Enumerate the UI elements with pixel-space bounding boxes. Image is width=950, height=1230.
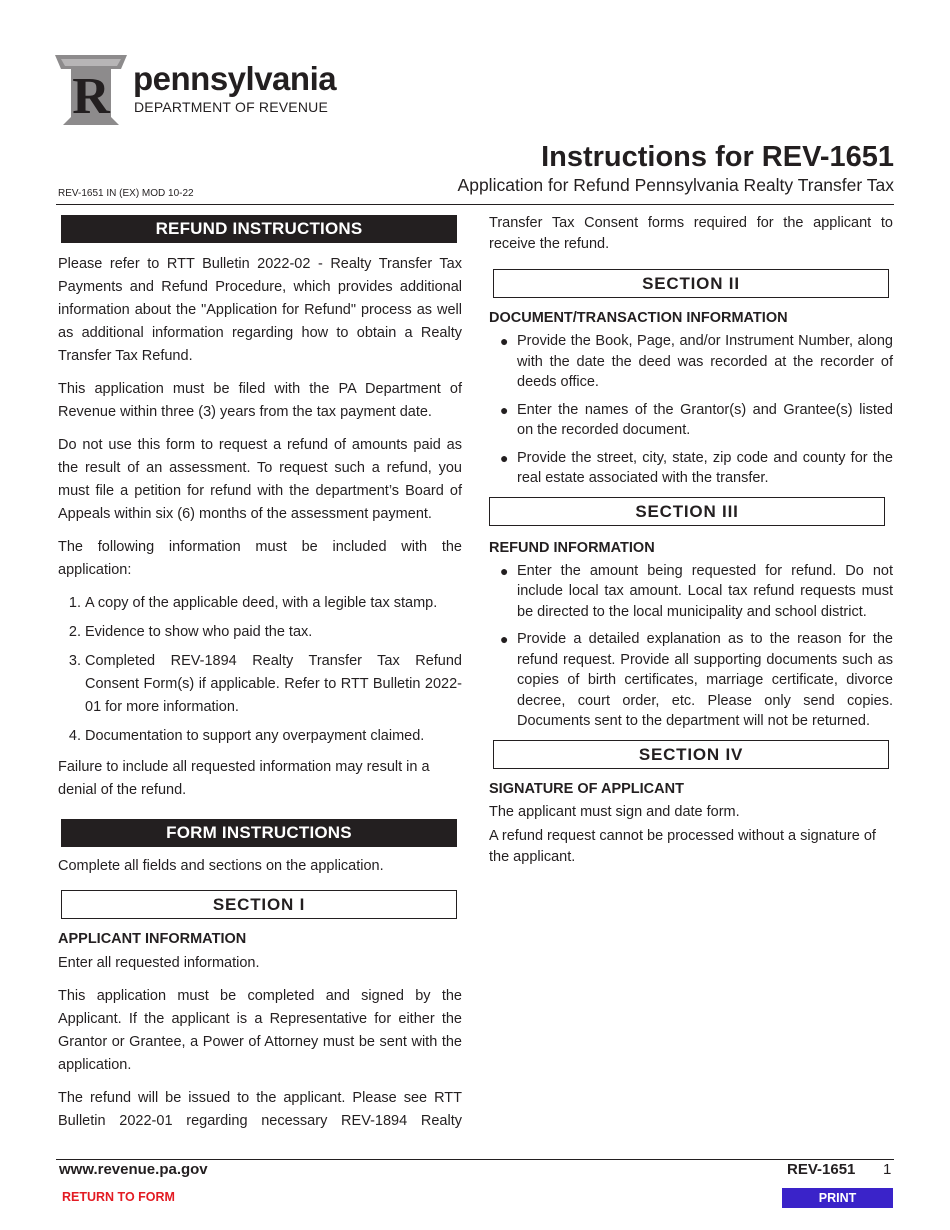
bullet-icon: ● <box>500 449 509 466</box>
section-1-heading: SECTION I <box>61 890 457 919</box>
page-number: 1 <box>883 1161 892 1178</box>
section-2-subhead: DOCUMENT/TRANSACTION INFORMATION <box>489 310 788 326</box>
form-code: REV-1651 IN (EX) MOD 10-22 <box>58 188 194 199</box>
right-column <box>489 213 893 878</box>
refund-paragraph: Do not use this form to request a refund of amounts paid as the result of an assessment. To request such a refund, you must file a petition for refund with the department’s Board of Appeals within six (6) months of the assessment payment. <box>58 437 462 522</box>
logo-department: DEPARTMENT OF REVENUE <box>134 99 329 115</box>
print-button[interactable]: PRINT <box>782 1188 893 1208</box>
bullet-icon: ● <box>500 631 509 647</box>
logo-letter: R <box>72 68 110 125</box>
section-3-subhead: REFUND INFORMATION <box>489 539 655 556</box>
bullet-icon: ● <box>500 562 509 579</box>
list-item: ● Enter the amount being requested for refund. Do not include local tax amount. Local tax refund requests must be directed to the local municipality and school district. <box>500 562 893 620</box>
section-1-paragraph: This application must be completed and signed by the Applicant. If the applicant is a Representative for either the Grantor or Grantee, a Power of Attorney must be sent with the application. <box>58 988 462 1073</box>
bullet-icon: ● <box>500 401 509 418</box>
header-divider <box>56 204 894 205</box>
section-4-subhead: SIGNATURE OF APPLICANT <box>489 780 684 797</box>
list-item: ● Enter the names of the Grantor(s) and Grantee(s) listed on the recorded document. <box>500 401 893 438</box>
logo-wordmark: pennsylvania <box>133 60 337 97</box>
form-paragraph: Complete all fields and sections on the application. <box>58 858 384 874</box>
list-item: ● Provide the Book, Page, and/or Instrument Number, along with the date the deed was recorded at the recorder of deeds office. <box>500 333 893 390</box>
section-1-paragraph: Enter all requested information. <box>58 955 260 971</box>
section-2-bullets <box>489 331 893 489</box>
section-1-continued: Transfer Tax Consent forms required for the applicant to receive the refund. <box>489 215 893 252</box>
section-1-subhead: APPLICANT INFORMATION <box>58 931 247 947</box>
section-4-heading: SECTION IV <box>493 740 889 769</box>
refund-paragraph: The following information must be included with the application: <box>58 539 462 578</box>
left-column <box>58 215 462 1133</box>
footer-form-code: REV-1651 <box>787 1161 856 1178</box>
section-3-bullets <box>489 561 893 732</box>
website-url: www.revenue.pa.gov <box>59 1161 208 1178</box>
list-item: ● Provide a detailed explanation as to the reason for the refund request. Provide all supporting documents such as copies of birth certificates, marriage certificate, divorce decree, court order, etc. Please only send copies. Documents sent to the department will not be returned. <box>500 631 893 729</box>
list-item: 1. A copy of the applicable deed, with a legible tax stamp. <box>85 592 462 615</box>
section-1-paragraph: The refund will be issued to the applicant. Please see RTT Bulletin 2022-01 regarding necessary REV-1894 Realty <box>58 1090 462 1129</box>
page-title: Instructions for REV-1651 <box>541 141 894 173</box>
section-4-paragraph: The applicant must sign and date form. <box>489 803 740 820</box>
form-instructions-heading: FORM INSTRUCTIONS <box>61 819 457 847</box>
return-to-form-link[interactable]: RETURN TO FORM <box>62 1190 175 1204</box>
keystone-logo-icon <box>55 55 127 125</box>
refund-paragraph: Please refer to RTT Bulletin 2022-02 - Realty Transfer Tax Payments and Refund Procedure, which provides additional information about the "Application for Refund" process as well as additional information regarding how to obtain a Realty Transfer Tax Refund. <box>58 256 462 364</box>
section-2-heading: SECTION II <box>493 269 889 298</box>
section-3-heading: SECTION III <box>489 497 885 526</box>
list-item: 3. Completed REV-1894 Realty Transfer Tax Refund Consent Form(s) if applicable. Refer to RTT Bulletin 2022-01 for more information. <box>85 650 462 719</box>
list-item: 2. Evidence to show who paid the tax. <box>85 621 462 644</box>
page-subtitle: Application for Refund Pennsylvania Realty Transfer Tax <box>457 175 894 195</box>
list-item: ● Provide the street, city, state, zip code and county for the real estate associated with the transfer. <box>500 449 893 486</box>
footer-divider <box>56 1159 894 1160</box>
refund-paragraph: This application must be filed with the PA Department of Revenue within three (3) years from the tax payment date. <box>58 381 462 420</box>
required-items-list <box>58 592 462 748</box>
section-4-paragraph: A refund request cannot be processed without a signature of the applicant. <box>489 827 876 865</box>
bullet-icon: ● <box>500 333 509 349</box>
refund-instructions-heading: REFUND INSTRUCTIONS <box>61 215 457 243</box>
refund-paragraph: Failure to include all requested information may result in a denial of the refund. <box>58 759 430 798</box>
list-item: 4. Documentation to support any overpayment claimed. <box>85 725 462 748</box>
